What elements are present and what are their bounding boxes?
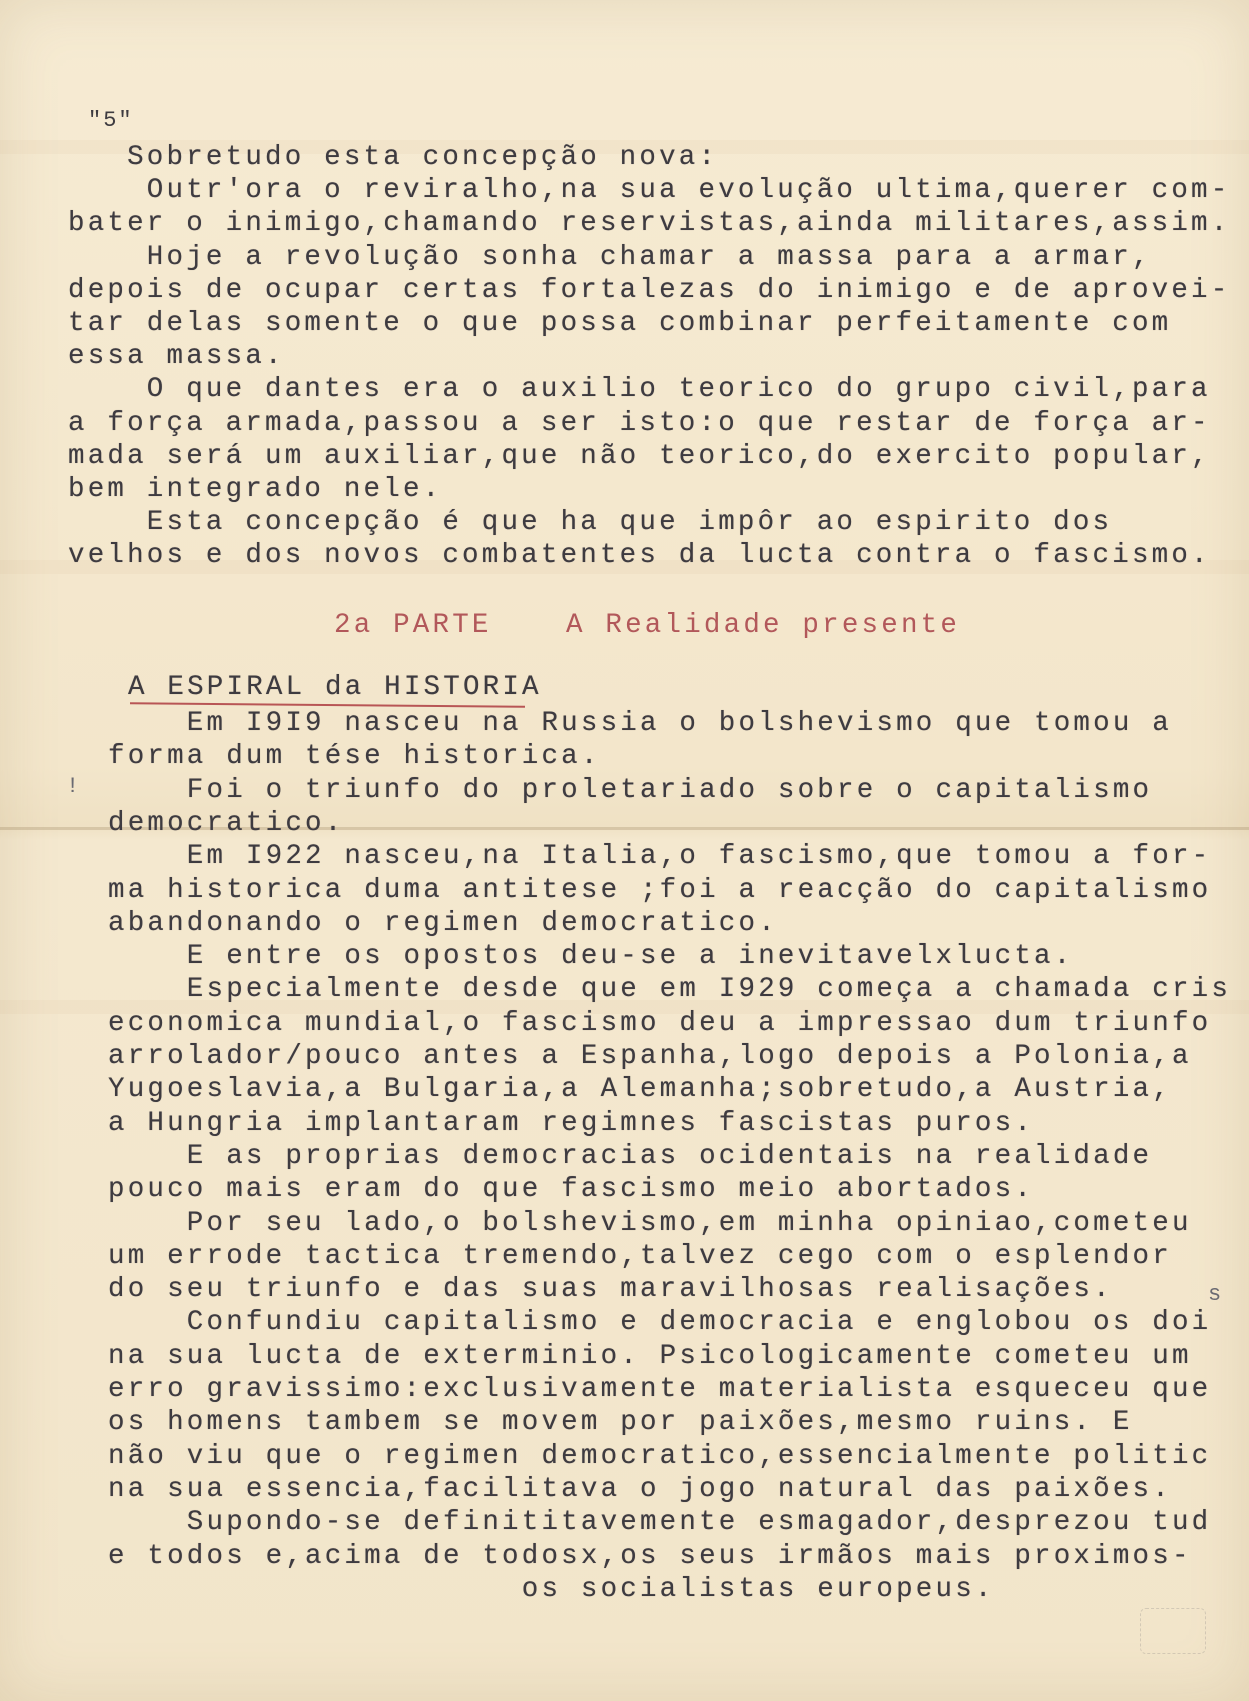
text-line: Supondo-se definititavemente esmagador,desprezou tud bbox=[108, 1507, 1212, 1539]
text-line: bater o inimigo,chamando reservistas,ainda militares,assim. bbox=[68, 208, 1231, 240]
text-line: Em I922 nasceu,na Italia,o fascismo,que tomou a for- bbox=[108, 841, 1212, 873]
text-line: os socialistas europeus. bbox=[108, 1573, 995, 1605]
text-line: os homens tambem se movem por paixões,mesmo ruins. E bbox=[108, 1407, 1133, 1439]
text-line: do seu triunfo e das suas maravilhosas realisações. bbox=[108, 1274, 1113, 1306]
stamp-mark bbox=[1140, 1608, 1206, 1654]
text-line: bem integrado nele. bbox=[68, 474, 443, 505]
text-line: na sua lucta de exterminio. Psicologicamente cometeu um bbox=[108, 1340, 1192, 1372]
text-line: Outr'ora o reviralho,na sua evolução ultima,querer com- bbox=[68, 175, 1231, 207]
text-line: abandonando o regimen democratico. bbox=[108, 907, 778, 939]
text-line: a força armada,passou a ser isto:o que restar de força ar- bbox=[68, 407, 1211, 439]
text-line: Foi o triunfo do proletariado sobre o capitalismo bbox=[108, 774, 1153, 806]
text-line: E entre os opostos deu-se a inevitavelxlucta. bbox=[108, 941, 1074, 973]
text-line: tar delas somente o que possa combinar perfeitamente com bbox=[68, 308, 1172, 339]
text-line: Sobretudo esta concepção nova: bbox=[68, 142, 719, 173]
margin-mark: s bbox=[1208, 1282, 1222, 1307]
part-label: 2a PARTE bbox=[334, 610, 492, 641]
text-line: Hoje a revolução sonha chamar a massa para a armar, bbox=[68, 241, 1152, 273]
text-line: e todos e,acima de todosx,os seus irmãos mais proximos- bbox=[108, 1540, 1192, 1572]
text-line: não viu que o regimen democratico,essencialmente politic bbox=[108, 1440, 1212, 1472]
text-line: na sua essencia,facilitava o jogo natural das paixões. bbox=[108, 1473, 1172, 1505]
text-line: O que dantes era o auxilio teorico do grupo civil,para bbox=[68, 374, 1211, 406]
text-line: um errode tactica tremendo,talvez cego com o esplendor bbox=[108, 1240, 1172, 1272]
margin-mark: ! bbox=[66, 774, 80, 799]
text-line: erro gravissimo:exclusivamente materialista esqueceu que bbox=[108, 1374, 1212, 1405]
text-line: mada será um auxiliar,que não teorico,do exercito popular, bbox=[68, 440, 1211, 472]
text-line: Por seu lado,o bolshevismo,em minha opiniao,cometeu bbox=[108, 1207, 1192, 1239]
text-line: Esta concepção é que ha que impôr ao espirito dos bbox=[68, 507, 1113, 539]
text-line: depois de ocupar certas fortalezas do inimigo e de aprovei- bbox=[68, 274, 1231, 306]
text-line: a Hungria implantaram regimnes fascistas puros. bbox=[108, 1107, 1035, 1139]
text-line: arrolador/pouco antes a Espanha,logo depois a Polonia,a bbox=[108, 1041, 1192, 1072]
part-title: A Realidade presente bbox=[566, 610, 961, 641]
text-line: Confundiu capitalismo e democracia e englobou os doi bbox=[108, 1307, 1212, 1339]
text-line: ma historica duma antitese ;foi a reacção do capitalismo bbox=[108, 874, 1212, 906]
text-line: Especialmente desde que em I929 começa a chamada cris bbox=[108, 974, 1232, 1006]
text-line: E as proprias democracias ocidentais na realidade bbox=[108, 1140, 1153, 1172]
page-number: "5" bbox=[88, 108, 134, 133]
text-line: pouco mais eram do que fascismo meio abortados. bbox=[108, 1174, 1035, 1206]
section-title: A ESPIRAL da HISTORIA bbox=[128, 672, 542, 703]
text-line: essa massa. bbox=[68, 341, 285, 373]
text-line: democratico. bbox=[108, 807, 345, 839]
text-line: economica mundial,o fascismo deu a impressao dum triunfo bbox=[108, 1007, 1212, 1039]
text-line: velhos e dos novos combatentes da lucta contra o fascismo. bbox=[68, 540, 1211, 572]
text-line: Em I9I9 nasceu na Russia o bolshevismo que tomou a bbox=[108, 708, 1172, 739]
text-line: Yugoeslavia,a Bulgaria,a Alemanha;sobretudo,a Austria, bbox=[108, 1074, 1172, 1106]
text-line: forma dum tése historica. bbox=[108, 741, 601, 773]
